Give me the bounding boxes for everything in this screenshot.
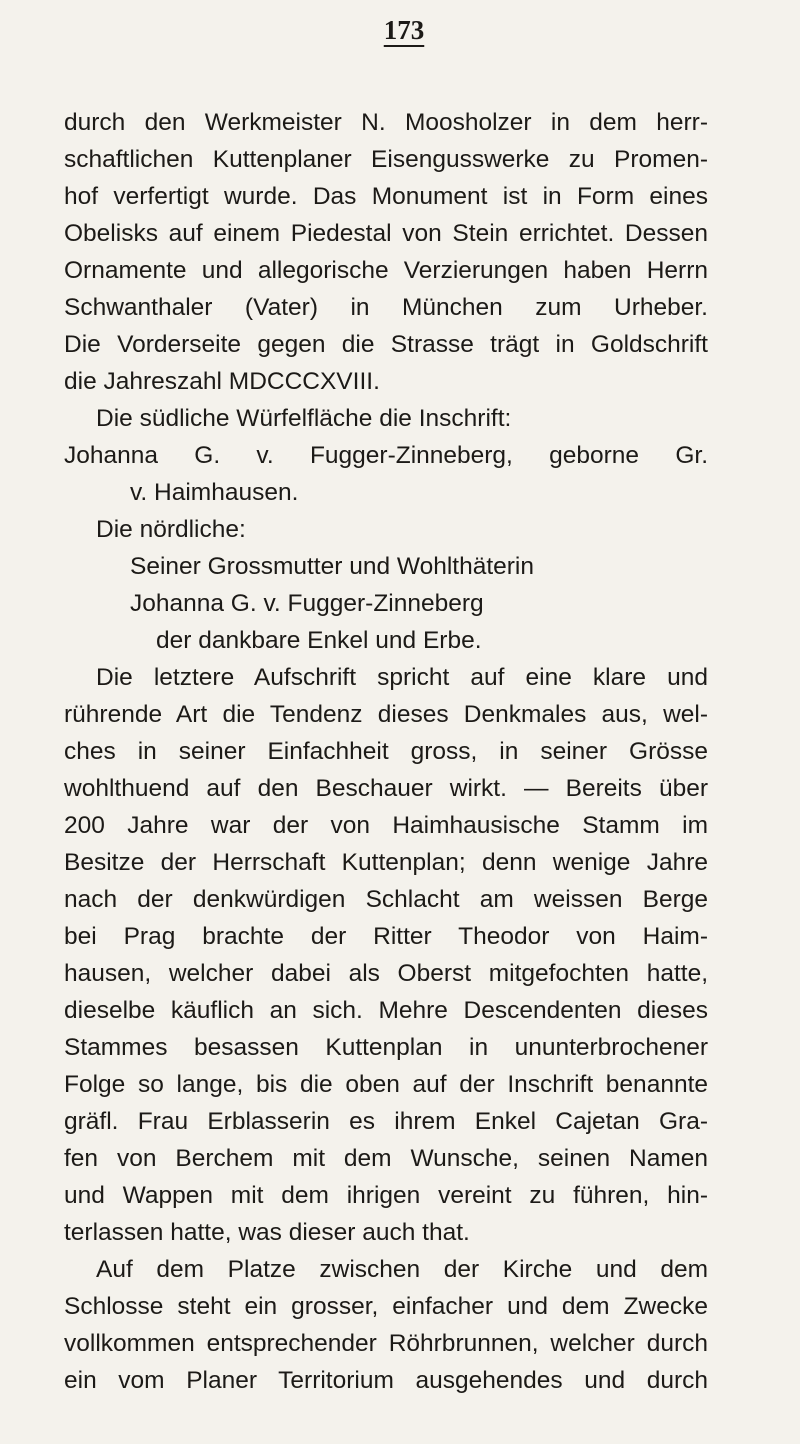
text-line: ches in seiner Einfachheit gross, in seiner Grösse — [64, 738, 708, 765]
text-line: bei Prag brachte der Ritter Theodor von Haim- — [64, 923, 708, 950]
text-line: Die letztere Aufschrift spricht auf eine klare und — [96, 664, 708, 691]
text-line: Auf dem Platze zwischen der Kirche und dem — [96, 1256, 708, 1283]
inscription-line: Johanna G. v. Fugger-Zinneberg — [130, 590, 484, 617]
text-line: terlassen hatte, was dieser auch that. — [64, 1219, 470, 1246]
text-line: Schwanthaler (Vater) in München zum Urheber. — [64, 294, 708, 321]
text-line: schaftlichen Kuttenplaner Eisengusswerke zu Promen- — [64, 146, 708, 173]
text-line: hof verfertigt wurde. Das Monument ist in Form eines — [64, 183, 708, 210]
page-number: 173 — [383, 15, 425, 45]
text-line: die Jahreszahl MDCCCXVIII. — [64, 368, 380, 395]
text-line: Besitze der Herrschaft Kuttenplan; denn wenige Jahre — [64, 849, 708, 876]
text-line: 200 Jahre war der von Haimhausische Stamm im — [64, 812, 708, 839]
text-line: Schlosse steht ein grosser, einfacher und dem Zwecke — [64, 1293, 708, 1320]
text-line: Folge so lange, bis die oben auf der Inschrift benannte — [64, 1071, 708, 1098]
text-line: gräfl. Frau Erblasserin es ihrem Enkel Cajetan Gra- — [64, 1108, 708, 1135]
text-line: Stammes besassen Kuttenplan in ununterbrochener — [64, 1034, 708, 1061]
text-line: dieselbe käuflich an sich. Mehre Descendenten dieses — [64, 997, 708, 1024]
text-line: hausen, welcher dabei als Oberst mitgefochten hatte, — [64, 960, 708, 987]
text-line: Obelisks auf einem Piedestal von Stein errichtet. Dessen — [64, 220, 708, 247]
inscription-line: v. Haimhausen. — [130, 479, 299, 506]
text-line: wohlthuend auf den Beschauer wirkt. — Bereits über — [64, 775, 708, 802]
text-line: ein vom Planer Territorium ausgehendes und durch — [64, 1367, 708, 1394]
inscription-line: der dankbare Enkel und Erbe. — [156, 627, 482, 654]
text-line: rührende Art die Tendenz dieses Denkmales aus, wel- — [64, 701, 708, 728]
text-line: vollkommen entsprechender Röhrbrunnen, welcher durch — [64, 1330, 708, 1357]
text-line: Ornamente und allegorische Verzierungen haben Herrn — [64, 257, 708, 284]
inscription-line: Seiner Grossmutter und Wohlthäterin — [130, 553, 534, 580]
inscription-line: Johanna G. v. Fugger-Zinneberg, geborne Gr. — [64, 442, 708, 469]
text-line: nach der denkwürdigen Schlacht am weissen Berge — [64, 886, 708, 913]
text-line: Die nördliche: — [96, 516, 246, 543]
text-line: fen von Berchem mit dem Wunsche, seinen Namen — [64, 1145, 708, 1172]
text-line: durch den Werkmeister N. Moosholzer in dem herr- — [64, 109, 708, 136]
text-line: und Wappen mit dem ihrigen vereint zu führen, hin- — [64, 1182, 708, 1209]
text-line: Die südliche Würfelfläche die Inschrift: — [96, 405, 512, 432]
body-text — [64, 104, 708, 1399]
text-line: Die Vorderseite gegen die Strasse trägt in Goldschrift — [64, 331, 708, 358]
